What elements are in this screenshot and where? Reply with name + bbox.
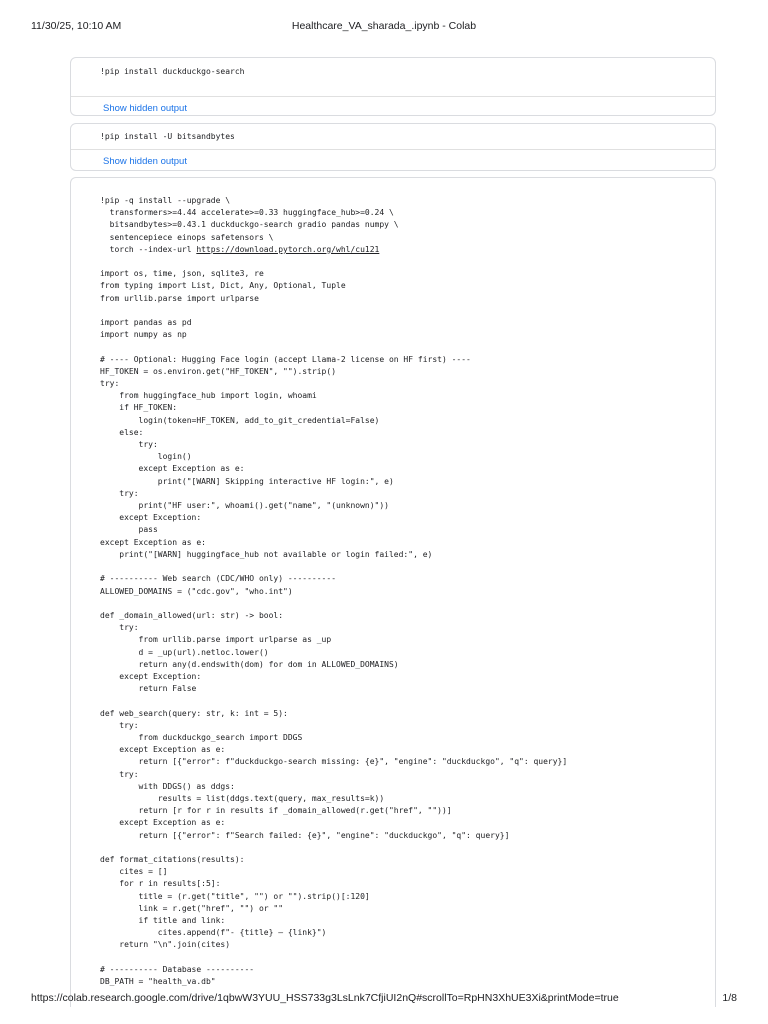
- show-hidden-output-button[interactable]: Show hidden output: [103, 103, 187, 114]
- print-header: [0, 0, 768, 40]
- pytorch-index-link[interactable]: https://download.pytorch.org/whl/cu121: [196, 244, 380, 254]
- code-editor[interactable]: !pip install -U bitsandbytes: [100, 132, 235, 141]
- show-hidden-output-button[interactable]: Show hidden output: [103, 156, 187, 167]
- page-url: https://colab.research.google.com/drive/1qbwW3YUU_HSS733g3LsLnk7CfjiUI2nQ#scrollTo=RpHN3XhUE3Xi&printMode=true: [31, 992, 619, 1004]
- print-timestamp: 11/30/25, 10:10 AM: [31, 20, 122, 32]
- code-cell-pip-bitsandbytes[interactable]: [70, 123, 716, 171]
- code-text: !pip -q install --upgrade \ transformers>=4.44 accelerate>=0.33 huggingface_hub>=0.24 \ bitsandbytes>=0.43.1 duckduckgo-search gradio pandas numpy \ sentencepiece einops safetensors \ torch --index-url: [100, 196, 399, 254]
- code-cell-pip-duckduckgo[interactable]: [70, 57, 716, 116]
- code-text: import os, time, json, sqlite3, re from typing import List, Dict, Any, Optional, Tuple from urllib.parse import urlparse import pandas as pd import numpy as np # ---- Optional: Hugging Face login (accept Llama-2 license on HF first) ---- HF_TOKEN = os.environ.get("HF_TOKEN", "").strip() try: from huggingface_hub import login, whoami if HF_TOKEN: login(token=HF_TOKEN, add_to_git_credential=False) else: try: login() except Exception as e: print("[WARN] Skipping interactive HF login:", e) try: print("HF user:", whoami().get("name", "(unknown)")) except Exception: pass except Exception as e: print("[WARN] huggingface_hub not available or login failed:", e) # ---------- Web search (CDC/WHO only) ---------- ALLOWED_DOMAINS = ("cdc.gov", "who.int") def _domain_allowed(url: str) -> bool: try: from urllib.parse import urlparse as _up d = _up(url).netloc.lower() return any(d.endswith(dom) for dom in ALLOWED_DOMAINS) except Exception: return False def web_search(query: str, k: int = 5): try: from duckduckgo_search import DDGS except Exception as e: return [{"error": f"duckduckgo-search missing: {e}", "engine": "duckduckgo", "q": query}] try: with DDGS() as ddgs: results = list(ddgs.text(query, max_results=k)) return [r for r in results if _domain_allowed(r.get("href", ""))] except Exception as e: return [{"error": f"Search failed: {e}", "engine": "duckduckgo", "q": query}] def format_citations(results): cites = [] for r in results[:5]: title = (r.get("title", "") or "").strip()[:120] link = r.get("href", "") or "" if title and link: cites.append(f"- {title} — {link}") return "\n".join(cites) # ---------- Database ---------- DB_PATH = "health_va.db": [100, 269, 568, 986]
- code-cell-main-setup[interactable]: [70, 177, 716, 1007]
- print-footer: [0, 990, 768, 1010]
- page-number: 1/8: [722, 992, 737, 1004]
- document-title: Healthcare_VA_sharada_.ipynb - Colab: [291, 20, 477, 32]
- code-editor[interactable]: !pip install duckduckgo-search: [100, 67, 245, 76]
- code-editor[interactable]: [71, 178, 715, 988]
